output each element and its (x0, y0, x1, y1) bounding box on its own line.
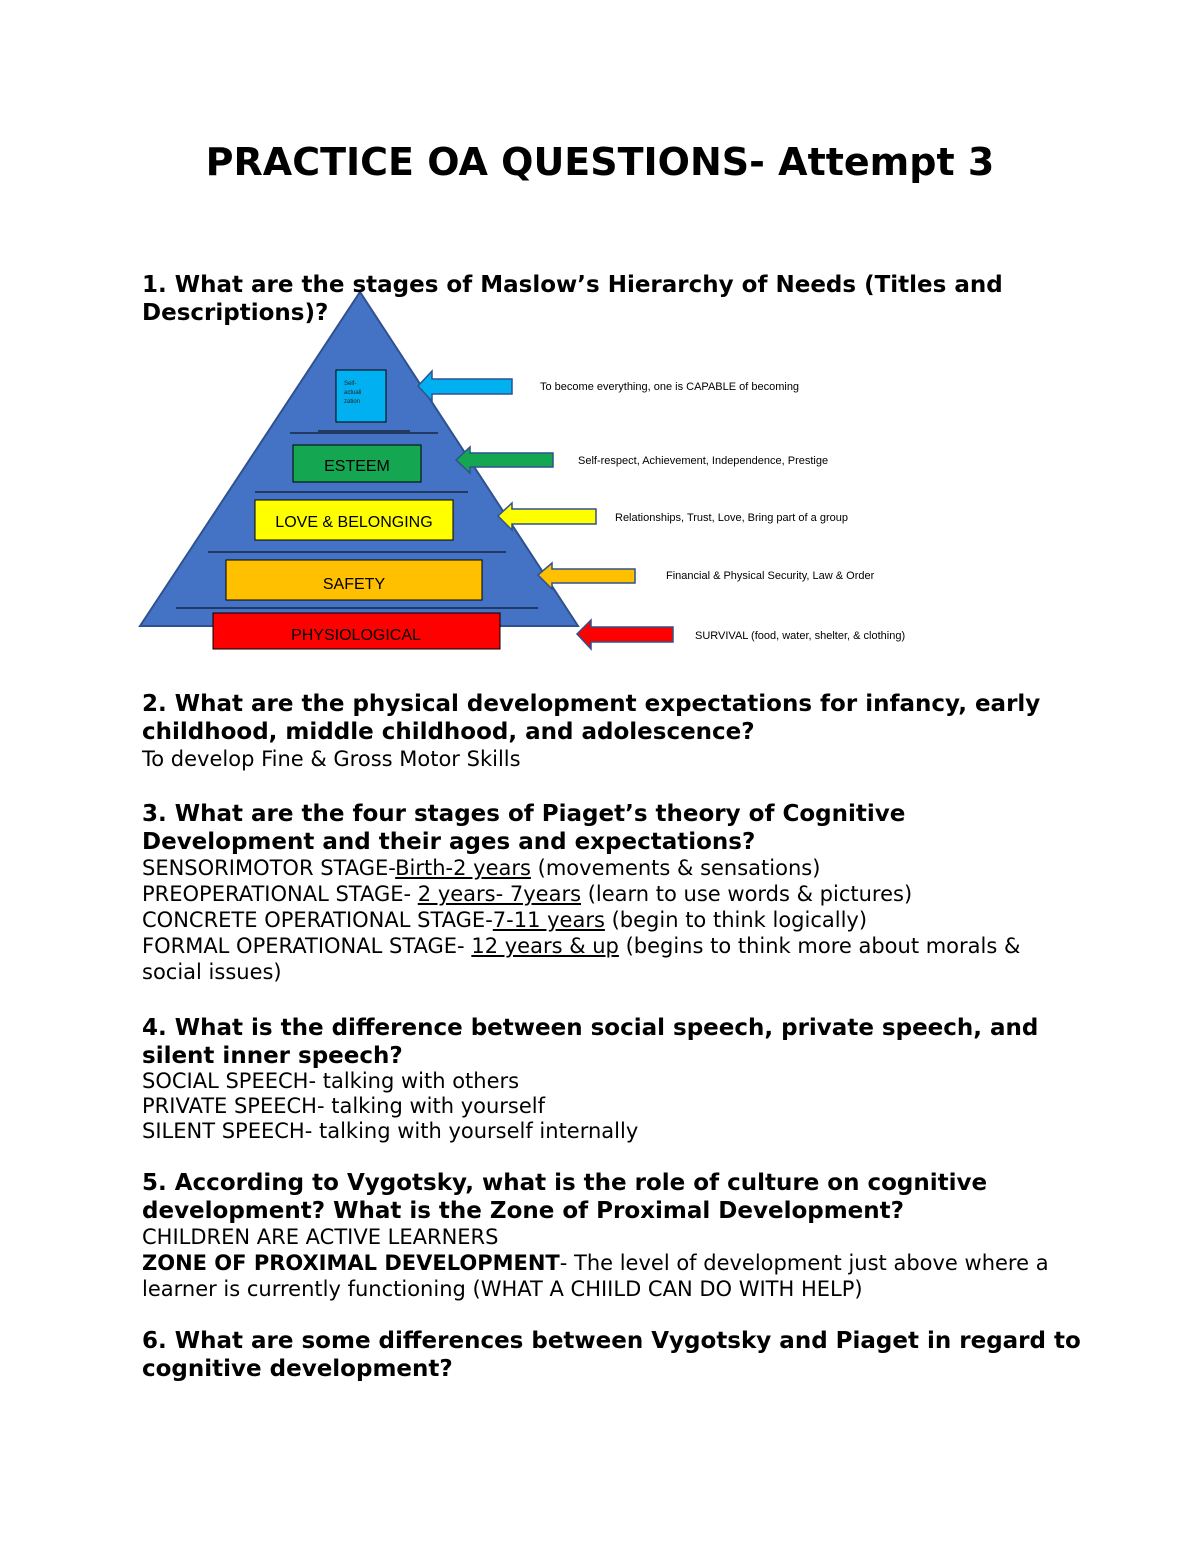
speech-item: PRIVATE SPEECH- talking with yourself (142, 1094, 546, 1118)
question-5: 5. According to Vygotsky, what is the role of culture on cognitive development? What is the Zone of Proximal Development? (142, 1170, 988, 1224)
esteem-label: ESTEEM (324, 458, 390, 475)
love-belonging-description: Relationships, Trust, Love, Bring part of a group (615, 512, 848, 524)
arrow-esteem (456, 447, 553, 473)
question-4: 4. What is the difference between social speech, private speech, and silent inner speech? (142, 1015, 1039, 1069)
answer-5-line-1: CHILDREN ARE ACTIVE LEARNERS (142, 1225, 499, 1249)
question-2: 2. What are the physical development expectations for infancy, early childhood, middle childhood, and adolescence? (142, 691, 1041, 745)
question-6: 6. What are some differences between Vygotsky and Piaget in regard to cognitive development? (142, 1328, 1081, 1382)
maslow-pyramid-diagram (0, 0, 1200, 680)
zpd-definition: ZONE OF PROXIMAL DEVELOPMENT- The level of development just above where a learner is currently functioning (WHAT A CHIILD CAN DO WITH HELP) (142, 1251, 1049, 1301)
answer-2: To develop Fine & Gross Motor Skills (142, 747, 521, 771)
piaget-stage: SENSORIMOTOR STAGE-Birth-2 years (movements & sensations) (142, 856, 821, 880)
esteem-description: Self-respect, Achievement, Independence, Prestige (578, 455, 829, 467)
piaget-stage: CONCRETE OPERATIONAL STAGE-7-11 years (begin to think logically) (142, 908, 868, 932)
speech-item: SILENT SPEECH- talking with yourself internally (142, 1119, 639, 1143)
question-1: 1. What are the stages of Maslow’s Hierarchy of Needs (Titles and Descriptions)? (142, 272, 1003, 326)
love-belonging-label: LOVE & BELONGING (275, 514, 433, 531)
self-actualization-label: Self-actuali zation (344, 381, 362, 405)
arrow-physiological (577, 620, 673, 649)
arrow-safety (538, 563, 635, 589)
arrow-love-belonging (498, 503, 596, 530)
piaget-stage: FORMAL OPERATIONAL STAGE- 12 years & up (begins to think more about morals & social issues) (142, 934, 1021, 984)
piaget-stage-list (142, 855, 1082, 985)
question-3: 3. What are the four stages of Piaget’s theory of Cognitive Development and their ages and expectations? (142, 801, 906, 855)
physiological-label: PHYSIOLOGICAL (291, 627, 421, 644)
self-actualization-box (336, 370, 386, 422)
arrow-self-actualization (418, 371, 512, 401)
self-actualization-description: To become everything, one is CAPABLE of becoming (540, 381, 800, 393)
speech-item: SOCIAL SPEECH- talking with others (142, 1069, 520, 1093)
safety-description: Financial & Physical Security, Law & Order (666, 570, 875, 582)
speech-list (142, 1069, 1082, 1144)
physiological-description: SURVIVAL (food, water, shelter, & clothing) (695, 630, 906, 642)
page-title: PRACTICE OA QUESTIONS- Attempt 3 (205, 140, 995, 184)
safety-label: SAFETY (322, 576, 386, 593)
answer-5 (142, 1224, 1082, 1302)
piaget-stage: PREOPERATIONAL STAGE- 2 years- 7years (learn to use words & pictures) (142, 882, 913, 906)
